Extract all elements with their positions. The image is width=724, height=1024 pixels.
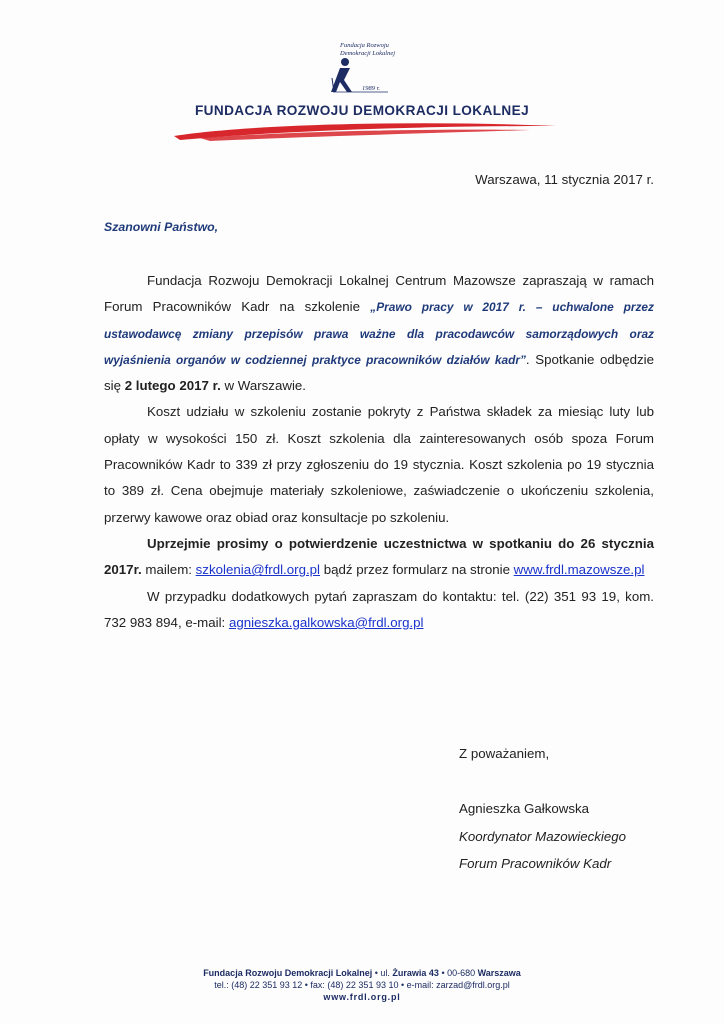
paragraph-invitation: Fundacja Rozwoju Demokracji Lokalnej Centrum Mazowsze zapraszają w ramach Forum Pracowników Kadr na szkolenie „Prawo pracy w 2017 r. – uchwalone przez ustawodawcę zmiany przepisów prawa ważne dla pracodawców samorządowych oraz wyjaśnienia organów w codziennej praktyce pracowników działów kadr”. Spotkanie odbędzie się 2 lutego 2017 r. w Warszawie.	[104, 273, 654, 394]
paragraph-contact: W przypadku dodatkowych pytań zapraszam do kontaktu: tel. (22) 351 93 19, kom. 732 983 894, e-mail: agnieszka.galkowska@frdl.org.pl	[104, 588, 654, 630]
footer-website: www.frdl.org.pl	[323, 992, 401, 1002]
footer	[0, 967, 724, 1003]
website-link-mazowsze[interactable]: www.frdl.mazowsze.pl	[513, 562, 645, 578]
email-link-contact[interactable]: agnieszka.galkowska@frdl.org.pl	[228, 614, 424, 630]
footer-address: Fundacja Rozwoju Demokracji Lokalnej • ul. Żurawia 43 • 00-680 Warszawa	[203, 968, 521, 978]
salutation: Szanowni Państwo,	[104, 220, 219, 234]
footer-contacts: tel.: (48) 22 351 93 12 • fax: (48) 22 351 93 10 • e-mail: zarzad@frdl.org.pl	[214, 980, 510, 990]
logo-caption: Fundacja Rozwoju Demokracji Lokalnej	[340, 42, 396, 57]
organization-title: FUNDACJA ROZWOJU DEMOKRACJI LOKALNEJ	[194, 103, 530, 118]
signatory-name: Agnieszka Gałkowska	[459, 801, 590, 816]
red-swoosh-decoration	[170, 118, 560, 144]
letter-body	[104, 268, 654, 636]
signatory-role-line1: Koordynator Mazowieckiego	[459, 828, 627, 844]
date-line: Warszawa, 11 stycznia 2017 r.	[475, 172, 654, 187]
logo-year: 1989 r.	[362, 85, 381, 92]
training-date: 2 lutego 2017 r.	[124, 378, 221, 394]
paragraph-confirmation: Uprzejmie prosimy o potwierdzenie uczestnictwa w spotkaniu do 26 stycznia 2017r. mailem: szkolenia@frdl.org.pl bądź przez formularz na stronie www.frdl.mazowsze.pl	[104, 535, 654, 578]
email-link-szkolenia[interactable]: szkolenia@frdl.org.pl	[195, 562, 321, 578]
closing-block	[459, 740, 626, 878]
signatory-role-line2: Forum Pracowników Kadr	[459, 856, 612, 871]
paragraph-cost: Koszt udziału w szkoleniu zostanie pokryty z Państwa składek za miesiąc luty lub opłaty w wysokości 150 zł. Koszt szkolenia dla zainteresowanych osób spoza Forum Pracowników Kadr to 339 zł przy zgłoszeniu do 19 stycznia. Koszt szkolenia po 19 stycznia to 389 zł. Cena obejmuje materiały szkoleniowe, zaświadczenie o ukończeniu szkolenia, przerwy kawowe oraz obiad oraz konsultacje po szkoleniu.	[104, 404, 654, 525]
training-title: „Prawo pracy w 2017 r. – uchwalone przez ustawodawcę zmiany przepisów prawa ważne dla pracodawców samorządowych oraz wyjaśnienia organów w codziennej praktyce pracowników działów kadr”	[104, 300, 654, 367]
regards: Z poważaniem,	[459, 746, 550, 761]
